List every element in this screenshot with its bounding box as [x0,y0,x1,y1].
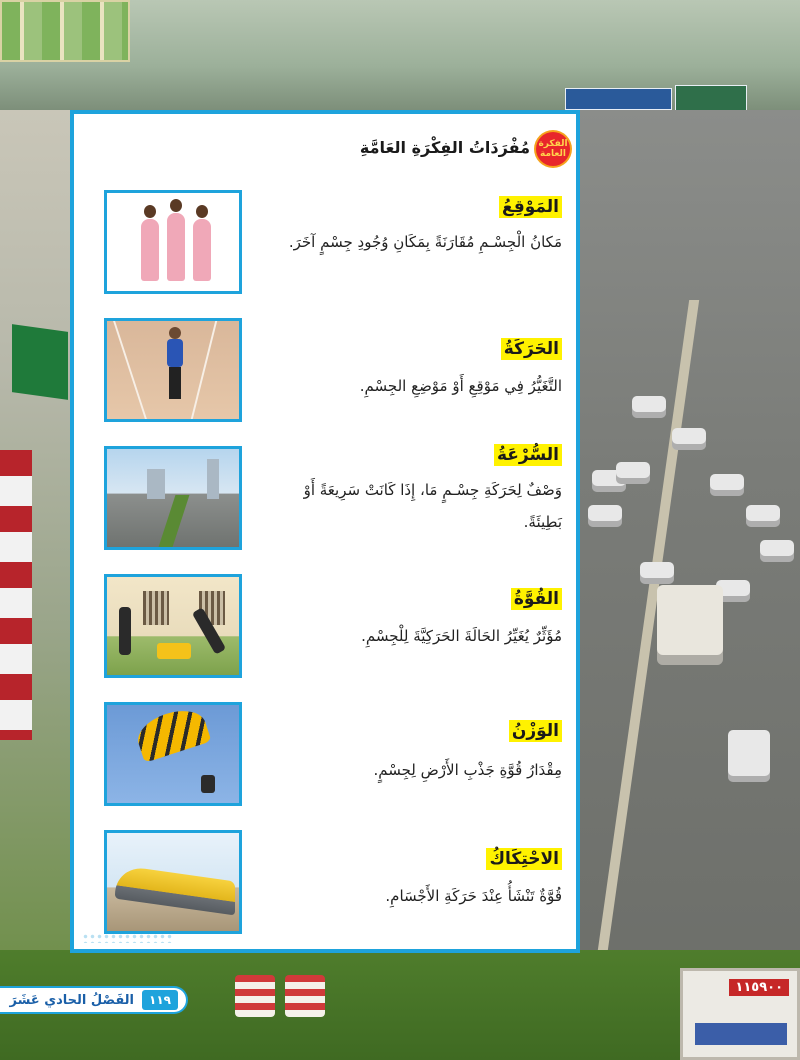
train-photo [104,830,242,934]
vocab-definition: مِقْدَارُ قُوَّةِ جَذْبِ الأَرْضِ لِجِسْمٍ. [373,761,562,779]
skydiver [201,775,215,793]
ad-strip [695,1023,787,1045]
background-van [728,730,770,782]
vocab-definition: وَصْفٌ لِحَرَكَةِ جِسْـمٍ مَا، إِذَا كَانَتْ سَرِيعَةً أَوْ بَطِيئَةً. [303,481,562,531]
card-title: مُفْرَدَاتُ الفِكْرَةِ العَامَّةِ [359,138,530,157]
background-road-sign [565,88,672,110]
big-idea-badge: الفكرة العامة [536,132,570,166]
vocab-definition: مُؤَثِّرٌ يُغَيِّرُ الحَالَةَ الحَرَكِيَّةَ لِلْجِسْمِ. [361,627,562,645]
mower [157,643,191,659]
parachute-photo [104,702,242,806]
vocab-term: المَوْقِعُ [499,196,562,218]
runner-head [169,327,181,339]
street-traffic-photo [104,446,242,550]
page-footer-tag [0,986,188,1014]
track-lane [191,321,217,419]
background-car [588,505,622,527]
runner-legs [169,367,181,399]
vocab-term: السُّرْعَةُ [494,444,562,466]
background-ad-board [680,968,800,1060]
vocab-term: الوَزْنُ [509,720,562,742]
background-barrier [235,975,275,1017]
chapter-label: الفَصْلُ الحادي عَشَرَ [9,992,135,1008]
vocab-definition: التَّغَيُّرُ فِي مَوْقِعِ أَوْ مَوْضِعِ الجِسْمِ. [359,377,562,395]
background-car [616,462,650,484]
building [207,459,219,499]
background-billboard [0,0,130,62]
parachute [133,703,212,763]
girl-figure [141,219,159,281]
vocab-term: القُوَّةُ [511,588,562,610]
background-bus [657,585,723,665]
three-girls-photo [104,190,242,294]
track-lane [113,321,147,419]
pushing-mower-photo [104,574,242,678]
vocabulary-card [70,110,580,953]
background-car [632,396,666,418]
background-car [640,562,674,584]
vocab-term: الاحْتِكَاكُ [486,848,562,870]
background-car [760,540,794,562]
page-number: ١١٩ [142,990,178,1010]
girl-figure [167,213,185,281]
card-header [74,132,576,172]
road-median [159,495,190,547]
background-road-sign-green [675,85,747,111]
vocab-term: الحَرَكَةُ [501,338,562,360]
building [147,469,165,499]
background-car [710,474,744,496]
background-barrier [285,975,325,1017]
window [143,591,169,625]
runner-body [167,339,183,367]
background-car [672,428,706,450]
man-figure [119,607,131,655]
background-striped-tower [0,450,32,740]
vocab-definition: قُوَّةٌ تَنْشَأُ عِنْدَ حَرَكَةِ الأَجْسَامِ. [385,887,562,905]
girl-figure [193,219,211,281]
decorative-dots [82,933,172,943]
background-flag [12,324,68,400]
ad-number: ١١٥٩٠٠ [729,979,789,996]
train [115,865,235,916]
boy-running-photo [104,318,242,422]
background-car [746,505,780,527]
vocab-definition: مَكانُ الْجِسْـمِ مُقَارَنَةً بِمَكَانِ وُجُودِ جِسْمٍ آخَرَ. [288,233,562,251]
